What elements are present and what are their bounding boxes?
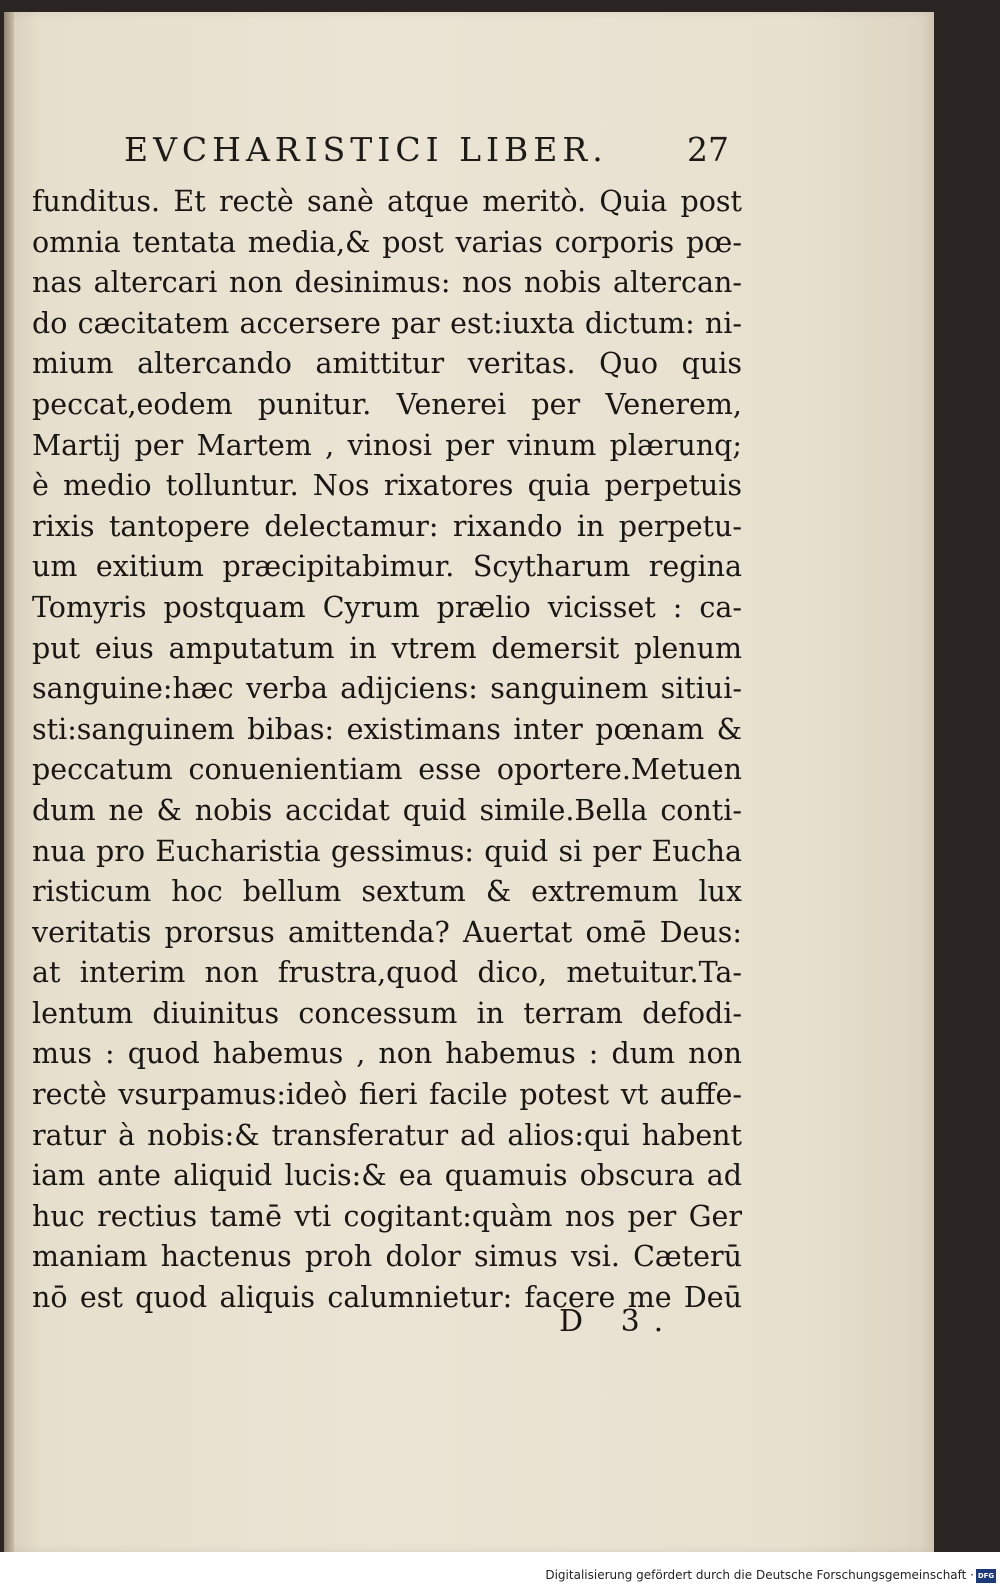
text-line: nas altercari non desinimus: nos nobis altercan- xyxy=(32,266,742,300)
text-line: è medio tolluntur. Nos rixatores quia perpetuis xyxy=(32,469,742,503)
body-text xyxy=(32,182,742,1319)
text-line: um exitium præcipitabimur. Scytharum regina xyxy=(32,550,742,584)
text-line: iam ante aliquid lucis:& ea quamuis obscura ad xyxy=(32,1159,742,1193)
text-line: Tomyris postquam Cyrum prælio vicisset : ca- xyxy=(32,590,742,624)
text-line: lentum diuinitus concessum in terram defodi- xyxy=(32,996,742,1030)
text-line: sti:sanguinem bibas: existimans inter pœnam & xyxy=(32,712,742,746)
page-number: 27 xyxy=(687,130,729,169)
text-line: peccat,eodem punitur. Venerei per Venerem, xyxy=(32,387,742,421)
text-line: omnia tentata media,& post varias corporis pœ- xyxy=(32,225,742,259)
text-line: nō est quod aliquis calumnietur: facere me Deū xyxy=(32,1281,742,1315)
text-line: nua pro Eucharistia gessimus: quid si per Eucha xyxy=(32,834,742,868)
page-gutter-shadow xyxy=(4,12,14,1552)
text-line: rectè vsurpamus:ideò fieri facile potest vt auffe- xyxy=(32,1078,742,1112)
text-line: put eius amputatum in vtrem demersit plenum xyxy=(32,631,742,665)
dfg-logo-icon: DFG xyxy=(976,1569,996,1583)
text-line: sanguine:hæc verba adijciens: sanguinem sitiui- xyxy=(32,672,742,706)
running-title: EVCHARISTICI LIBER. xyxy=(124,130,608,169)
text-line: funditus. Et rectè sanè atque meritò. Quia post xyxy=(32,185,742,218)
text-line: ratur à nobis:& transferatur ad alios:qui habent xyxy=(32,1118,742,1152)
text-line: risticum hoc bellum sextum & extremum lux xyxy=(32,875,742,909)
text-line: Martij per Martem , vinosi per vinum plærunq; xyxy=(32,428,742,462)
signature-mark: D 3. xyxy=(559,1304,678,1339)
text-line: do cæcitatem accersere par est:iuxta dictum: ni- xyxy=(32,306,742,340)
book-page xyxy=(4,12,934,1552)
text-line: mium altercando amittitur veritas. Quo quis xyxy=(32,347,742,381)
funding-credit: Digitalisierung gefördert durch die Deutsche Forschungsgemeinschaft · xyxy=(545,1568,974,1582)
footer-bar xyxy=(0,1552,1000,1590)
text-line: maniam hactenus proh dolor simus vsi. Cæterū xyxy=(32,1240,742,1274)
text-line: dum ne & nobis accidat quid simile.Bella conti- xyxy=(32,793,742,827)
text-line: mus : quod habemus , non habemus : dum non xyxy=(32,1037,742,1071)
text-line: at interim non frustra,quod dico, metuitur.Ta- xyxy=(32,956,742,990)
text-line: peccatum conuenientiam esse oportere.Metuen xyxy=(32,753,742,787)
text-line: rixis tantopere delectamur: rixando in perpetu- xyxy=(32,509,742,543)
text-line: veritatis prorsus amittenda? Auertat omē Deus: xyxy=(32,915,742,949)
page-header xyxy=(124,130,729,178)
text-line: huc rectius tamē vti cogitant:quàm nos per Ger xyxy=(32,1199,742,1233)
